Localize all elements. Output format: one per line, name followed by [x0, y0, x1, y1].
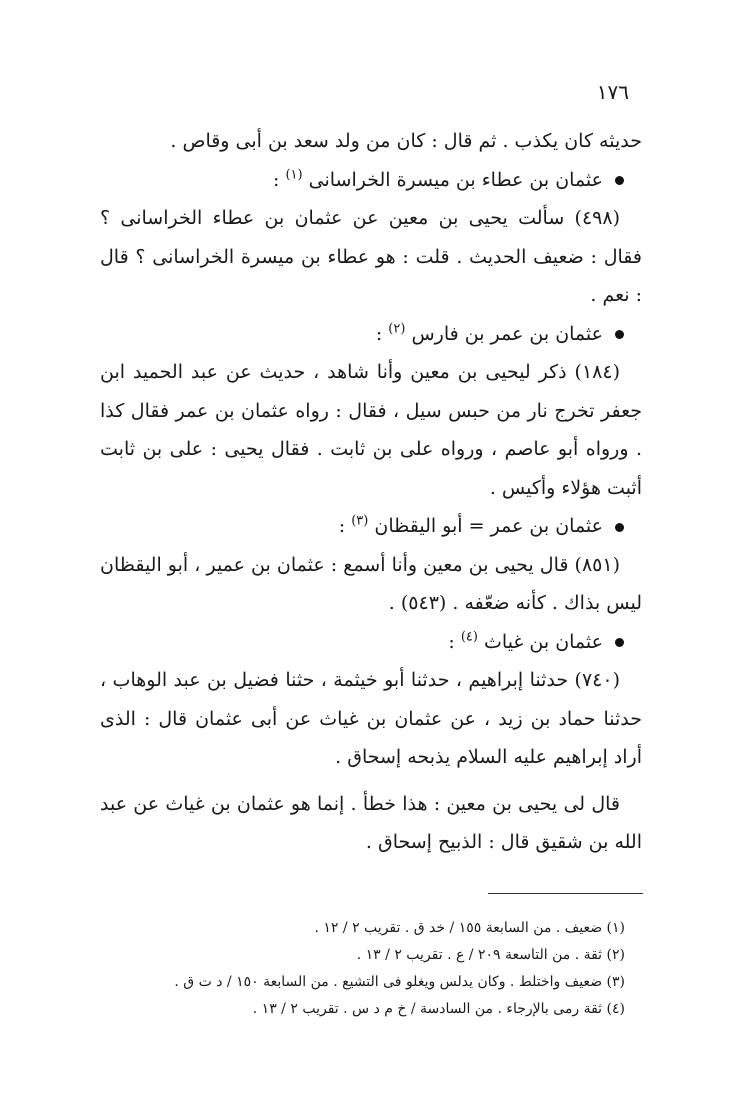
- footnotes: [105, 915, 625, 1023]
- entry-heading-uthman-ibn-umar-abu-yaqzan: [100, 507, 642, 546]
- main-text: [100, 122, 642, 862]
- heading-colon: :: [272, 168, 286, 191]
- narration-740: (٧٤٠) حدثنا إبراهيم ، حدثنا أبو خيثمة ، حثنا فضيل بن عبد الوهاب ، حدثنا حماد بن زيد ، عن عثمان بن غياث عن أبى عثمان قال : الذى أراد إبراهيم عليه السلام يذبحه إسحاق .: [100, 669, 642, 768]
- bullet-icon: [615, 638, 624, 647]
- narration-851: (٨٥١) قال يحيى بن معين وأنا أسمع : عثمان بن عمير ، أبو اليقظان ليس بذاك . كأنه ضعّفه . (٥٤٣) .: [100, 553, 642, 614]
- footnote-ref-2: (٢): [388, 321, 406, 337]
- footnote-divider: [488, 893, 643, 894]
- yahya-comment: قال لى يحيى بن معين : هذا خطأ . إنما هو عثمان بن غياث عن عبد الله بن شقيق قال : الذبيح إسحاق .: [100, 792, 642, 853]
- heading-colon: :: [338, 515, 352, 537]
- entry-heading-text: عثمان بن غياث: [484, 630, 603, 653]
- entry-heading-text: عثمان بن عمر = أبو اليقظان: [374, 515, 603, 537]
- footnote-ref-1: (١): [285, 167, 303, 183]
- bullet-icon: [615, 176, 624, 185]
- entry-heading-uthman-ibn-umar-ibn-faris: [100, 315, 642, 354]
- entry-heading-text: عثمان بن عطاء بن ميسرة الخراسانى: [308, 168, 603, 191]
- entry-heading-uthman-ibn-ata: [100, 161, 642, 200]
- bullet-icon: [615, 523, 624, 532]
- bullet-icon: [615, 330, 624, 339]
- entry-heading-uthman-ibn-ghiyath: [100, 623, 642, 662]
- footnote-1: (١) ضعيف . من السابعة ١٥٥ / خد ق . تقريب ٢ / ١٢ .: [314, 920, 625, 936]
- page-number: ١٧٦: [596, 80, 629, 104]
- footnote-ref-4: (٤): [460, 629, 478, 645]
- paragraph-continuation: حديثه كان يكذب . ثم قال : كان من ولد سعد بن أبى وقاص .: [170, 130, 642, 152]
- narration-184: (١٨٤) ذكر ليحيى بن معين وأنا شاهد ، حديث عن عبد الحميد ابن جعفر تخرج نار من حبس سيل ، فقال : رواه عثمان بن عمر فقال كذا . ورواه أبو عاصم ، ورواه على بن ثابت . فقال يحيى : على بن ثابت أثبت هؤلاء وأكيس .: [100, 361, 642, 499]
- footnote-4: (٤) ثقة رمى بالإرجاء . من السادسة / خ م د س . تقريب ٢ / ١٣ .: [252, 1001, 625, 1017]
- heading-colon: :: [375, 322, 389, 345]
- entry-heading-text: عثمان بن عمر بن فارس: [411, 322, 603, 345]
- footnote-3: (٣) ضعيف واختلط . وكان يدلس ويغلو فى التشيع . من السابعة ١٥٠ / د ت ق .: [174, 974, 625, 990]
- paragraph-gap: [100, 777, 642, 785]
- footnote-2: (٢) ثقة . من التاسعة ٢٠٩ / ع . تقريب ٢ / ١٣ .: [356, 947, 625, 963]
- footnote-ref-3: (٣): [351, 513, 369, 529]
- narration-498: (٤٩٨) سألت يحيى بن معين عن عثمان بن عطاء الخراسانى ؟ فقال : ضعيف الحديث . قلت : هو عطاء بن ميسرة الخراسانى ؟ قال : نعم .: [100, 207, 642, 306]
- heading-colon: :: [448, 630, 461, 653]
